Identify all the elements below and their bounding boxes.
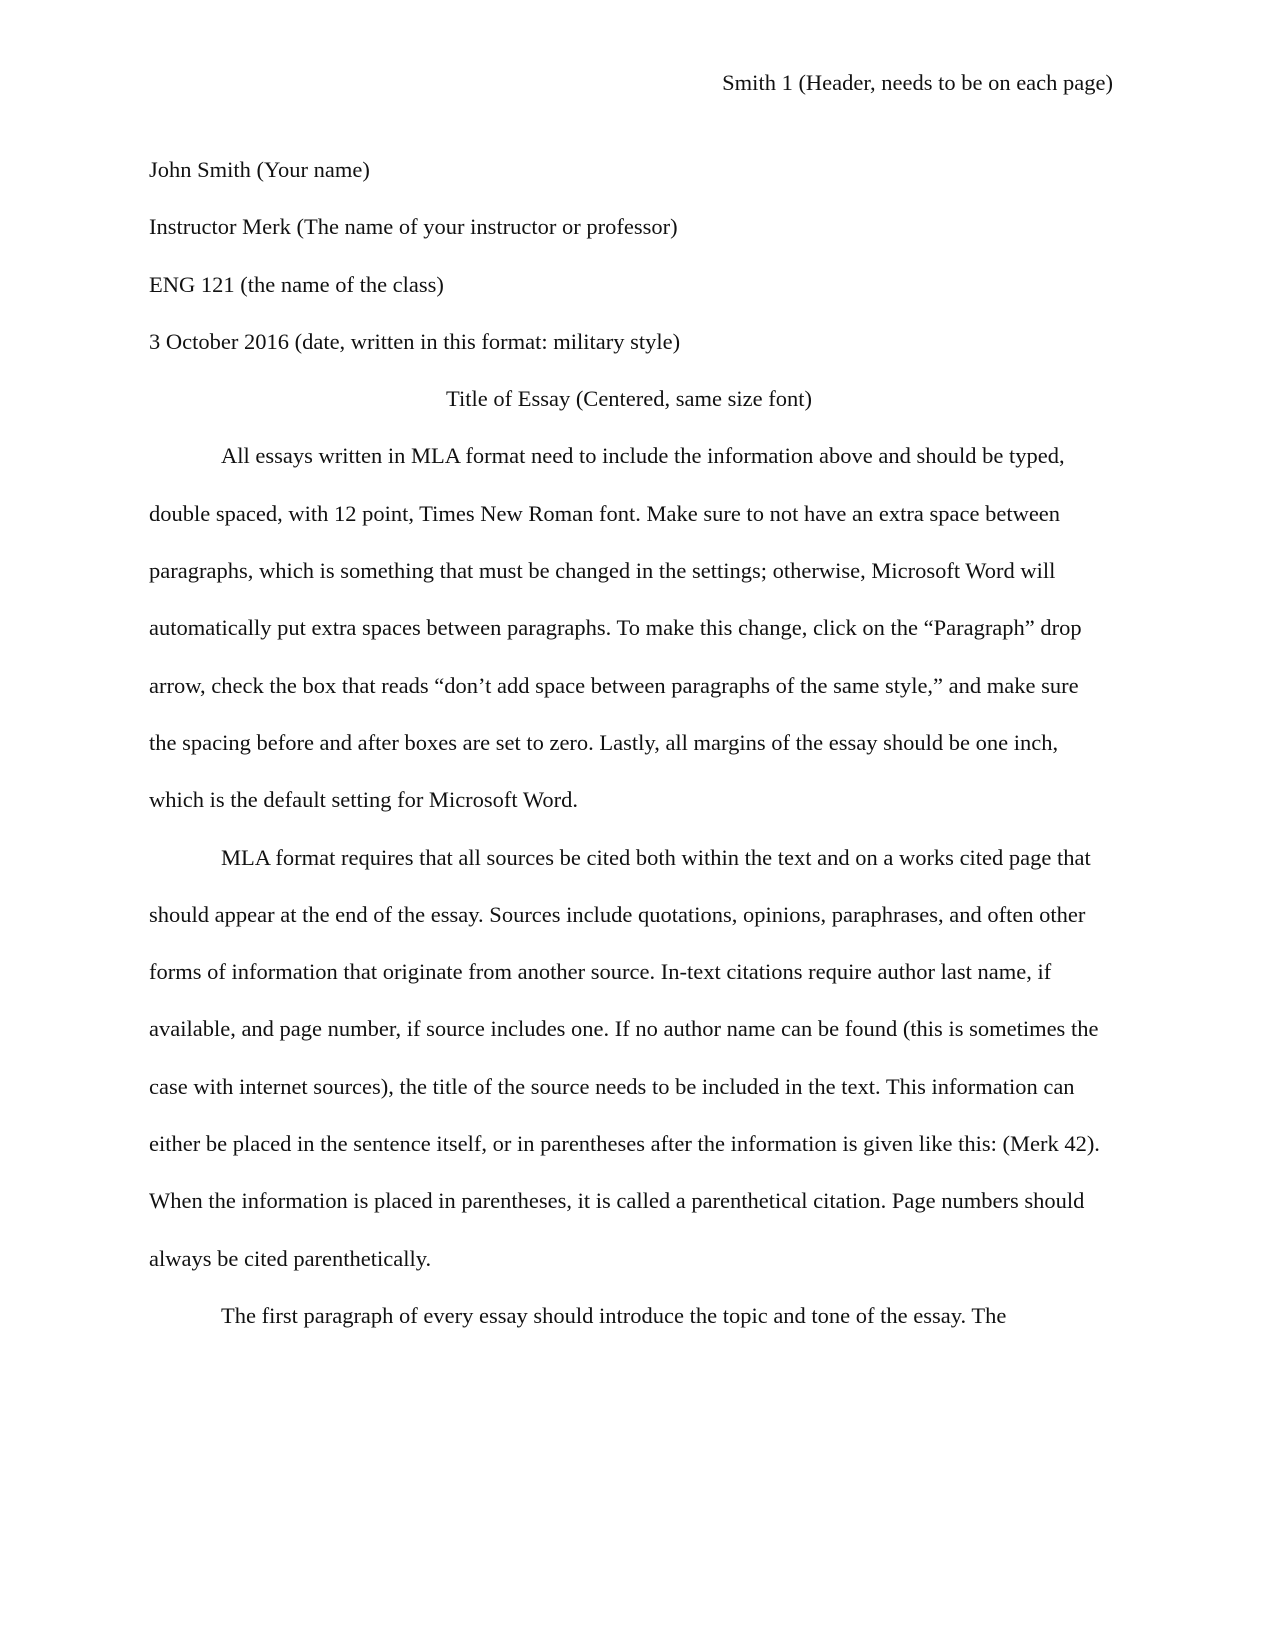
essay-title: Title of Essay (Centered, same size font)	[446, 386, 812, 412]
running-header: Smith 1 (Header, needs to be on each page)	[722, 70, 1113, 95]
body-paragraph-1: All essays written in MLA format need to include the information above and should be typed, double spaced, with 12 point, Times New Roman font. Make sure to not have an extra space between paragraphs, which is something that must be changed in the settings; otherwise, Microsoft Word will automatically put extra spaces between paragraphs. To make this change, click on the “Paragraph” drop arrow, check the box that reads “don’t add space between paragraphs of the same style,” and make sure the spacing before and after boxes are set to zero. Lastly, all margins of the essay should be one inch, which is the default setting for Microsoft Word.	[149, 443, 1082, 813]
course-name: ENG 121 (the name of the class)	[149, 271, 444, 297]
student-name: John Smith (Your name)	[149, 157, 370, 182]
instructor-name: Instructor Merk (The name of your instructor or professor)	[149, 214, 678, 240]
body-paragraph-2: MLA format requires that all sources be cited both within the text and on a works cited page that should appear at the end of the essay. Sources include quotations, opinions, paraphrases, and often other forms of information that originate from another source. In-text citations require author last name, if available, and page number, if source includes one. If no author name can be found (this is sometimes the case with internet sources), the title of the source needs to be included in the text. This information can either be placed in the sentence itself, or in parentheses after the information is given like this: (Merk 42). When the information is placed in parentheses, it is called a parenthetical citation. Page numbers should always be cited parenthetically.	[149, 844, 1100, 1271]
essay-date: 3 October 2016 (date, written in this format: military style)	[149, 328, 681, 354]
essay-body	[149, 141, 1109, 1344]
body-paragraph-3: The first paragraph of every essay should introduce the topic and tone of the essay. The	[221, 1302, 1007, 1328]
